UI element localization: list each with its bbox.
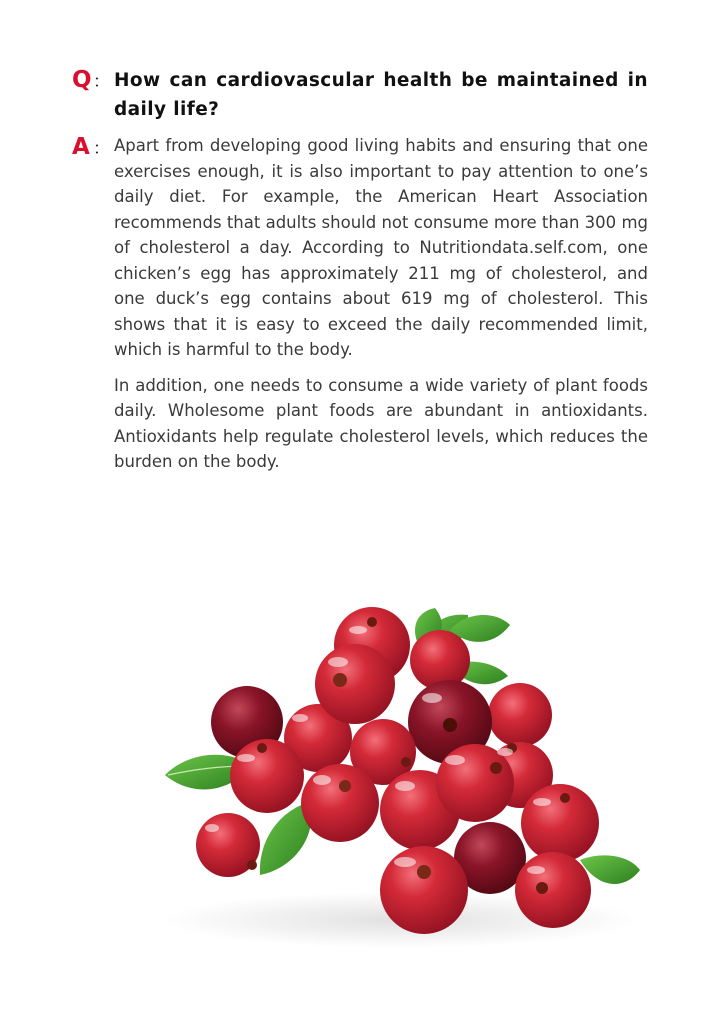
- berry: [301, 764, 379, 842]
- berry: [196, 813, 260, 877]
- berry: [488, 683, 552, 747]
- berry: [230, 739, 304, 813]
- question-text: How can cardiovascular health be maintained in daily life?: [114, 70, 648, 120]
- berry: [515, 852, 591, 928]
- berry: [380, 846, 468, 934]
- berry: [315, 644, 395, 724]
- berry: [410, 630, 470, 690]
- a-separator: ：: [93, 139, 110, 159]
- answer-paragraph-2: In addition, one needs to consume a wide variety of plant foods daily. Wholesome plant foods are abundant in antioxidants. Antioxidants help regulate cholesterol levels, which reduces the burden on the body.: [114, 375, 648, 471]
- berry: [521, 784, 599, 862]
- cranberries-illustration: [150, 590, 650, 950]
- answer-paragraph-1: Apart from developing good living habits and ensuring that one exercises enough, it is also important to pay attention to one’s daily diet. For example, the American Heart Association recommends that adults should not consume more than 300 mg of cholesterol a day. According to Nutritiondata.self.com, one chicken’s egg has approximately 211 mg of cholesterol, and one duck’s egg contains about 619 mg of cholesterol. This shows that it is easy to exceed the daily recommended limit, which is harmful to the body.: [114, 136, 648, 359]
- q-marker: Q: [72, 67, 92, 93]
- q-separator: ：: [93, 72, 110, 92]
- a-marker: A: [72, 134, 90, 160]
- question-block: [72, 66, 648, 124]
- answer-block: [72, 133, 648, 475]
